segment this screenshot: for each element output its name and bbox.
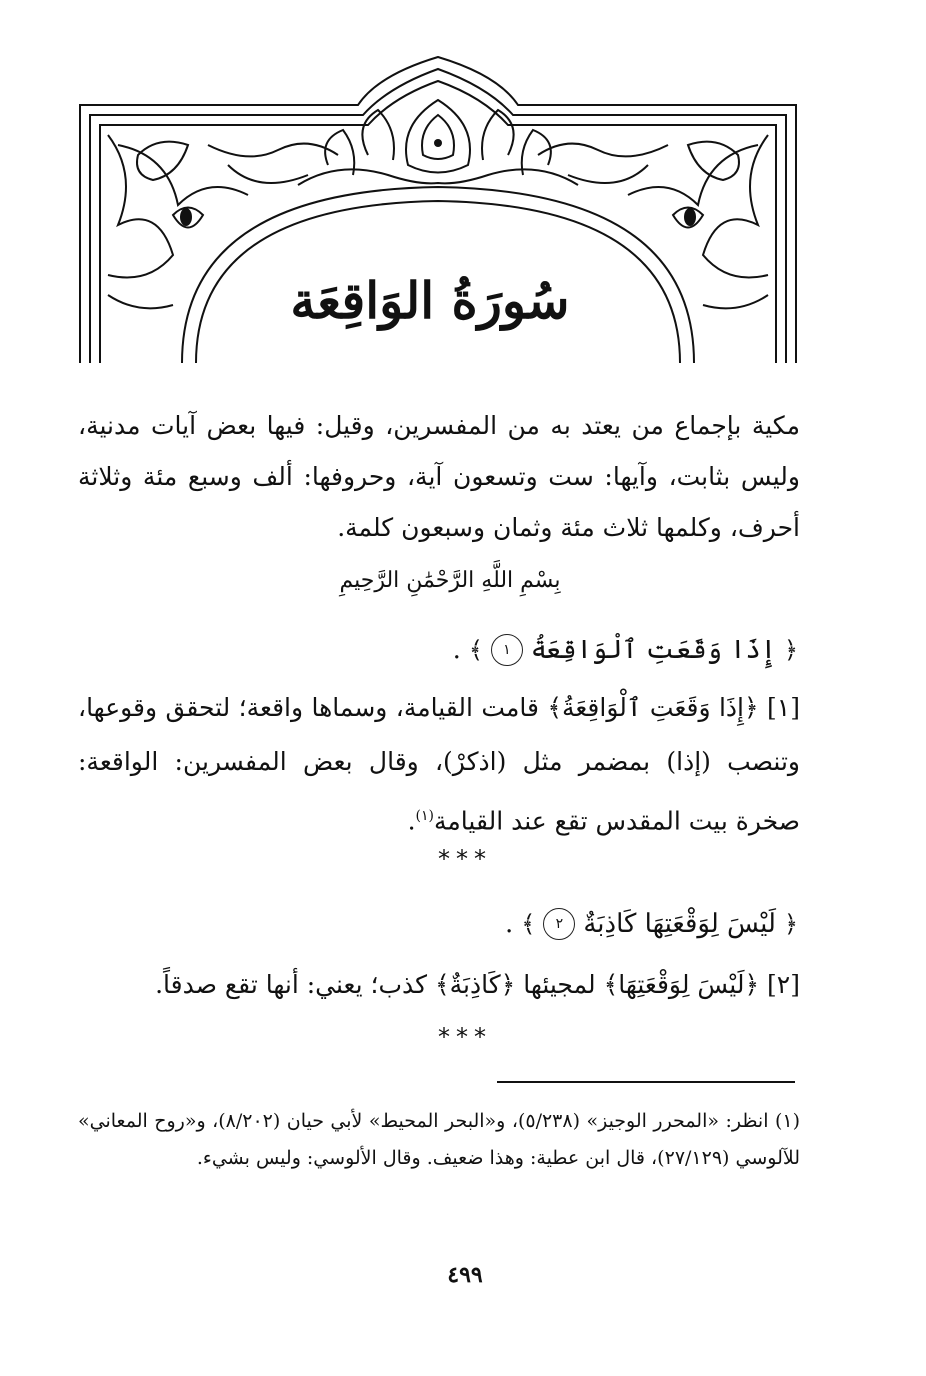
- surah-introduction: مكية بإجماع من يعتد به من المفسرين، وقيل: فيها بعض آيات مدنية، وليس بثابت، وآيها: ست وتسعون آية، وحروفها: ألف وسبع مئة وثلاثة أحرف، وكلمها ثلاث مئة وثمان وسبعون كلمة.: [78, 411, 800, 542]
- commentary-text: [٢] ﴿لَيْسَ لِوَقْعَتِهَا﴾ لمجيئها ﴿كَاذِبَةٌ﴾ كذب؛ يعني: أنها تقع صدقاً.: [155, 970, 800, 999]
- commentary-text: [١] ﴿إِذَا وَقَعَتِ ٱلْوَاقِعَةُ﴾ قامت القيامة، وسماها واقعة؛ لتحقق وقوعها، وتنصب (إذا) بمضمر مثل (اذكرْ)، وقال بعض المفسرين: الواقعة: صخرة بيت المقدس تقع عند القيامة: [78, 693, 800, 836]
- commentary-paragraph-1: [78, 681, 800, 848]
- verse-text: إِذَا وَقَعَتِ ٱلْوَاقِعَةُ: [530, 635, 776, 665]
- verse-1: [453, 628, 798, 672]
- commentary-paragraph-2: [78, 958, 800, 1012]
- verse-end-mark: .: [505, 909, 514, 939]
- ornate-bracket-close: ﴾: [521, 910, 536, 938]
- verse-end-mark: .: [452, 635, 461, 665]
- basmala: بِسْمِ اللَّهِ الرَّحْمَٰنِ الرَّحِيمِ: [339, 567, 561, 593]
- ornate-bracket-close: ﴾: [468, 636, 483, 664]
- verse-2: [505, 902, 798, 946]
- footnote-reference[interactable]: (١): [415, 808, 434, 824]
- ayah-number-marker: ٢: [543, 908, 575, 940]
- verse-text: لَيْسَ لِوَقْعَتِهَا كَاذِبَةٌ: [583, 909, 776, 939]
- page-number: ٤٩٩: [447, 1262, 483, 1288]
- commentary-end: .: [407, 806, 416, 836]
- footnote-divider: [497, 1081, 795, 1083]
- section-separator: ***: [438, 1023, 492, 1051]
- ayah-number-marker: ١: [491, 634, 523, 666]
- ornate-bracket-open: ﴿: [783, 636, 798, 664]
- ornate-bracket-open: ﴿: [783, 910, 798, 938]
- footnote: (١) انظر: «المحرر الوجيز» (٥/٢٣٨)، و«البحر المحيط» لأبي حيان (٨/٢٠٢)، و«روح المعاني» للآلوسي (٢٧/١٢٩)، قال ابن عطية: وهذا ضعيف. وقال الألوسي: وليس بشيء.: [78, 1110, 800, 1169]
- surah-title: سُورَةُ الوَاقِعَة: [290, 270, 570, 330]
- section-separator: ***: [438, 845, 492, 873]
